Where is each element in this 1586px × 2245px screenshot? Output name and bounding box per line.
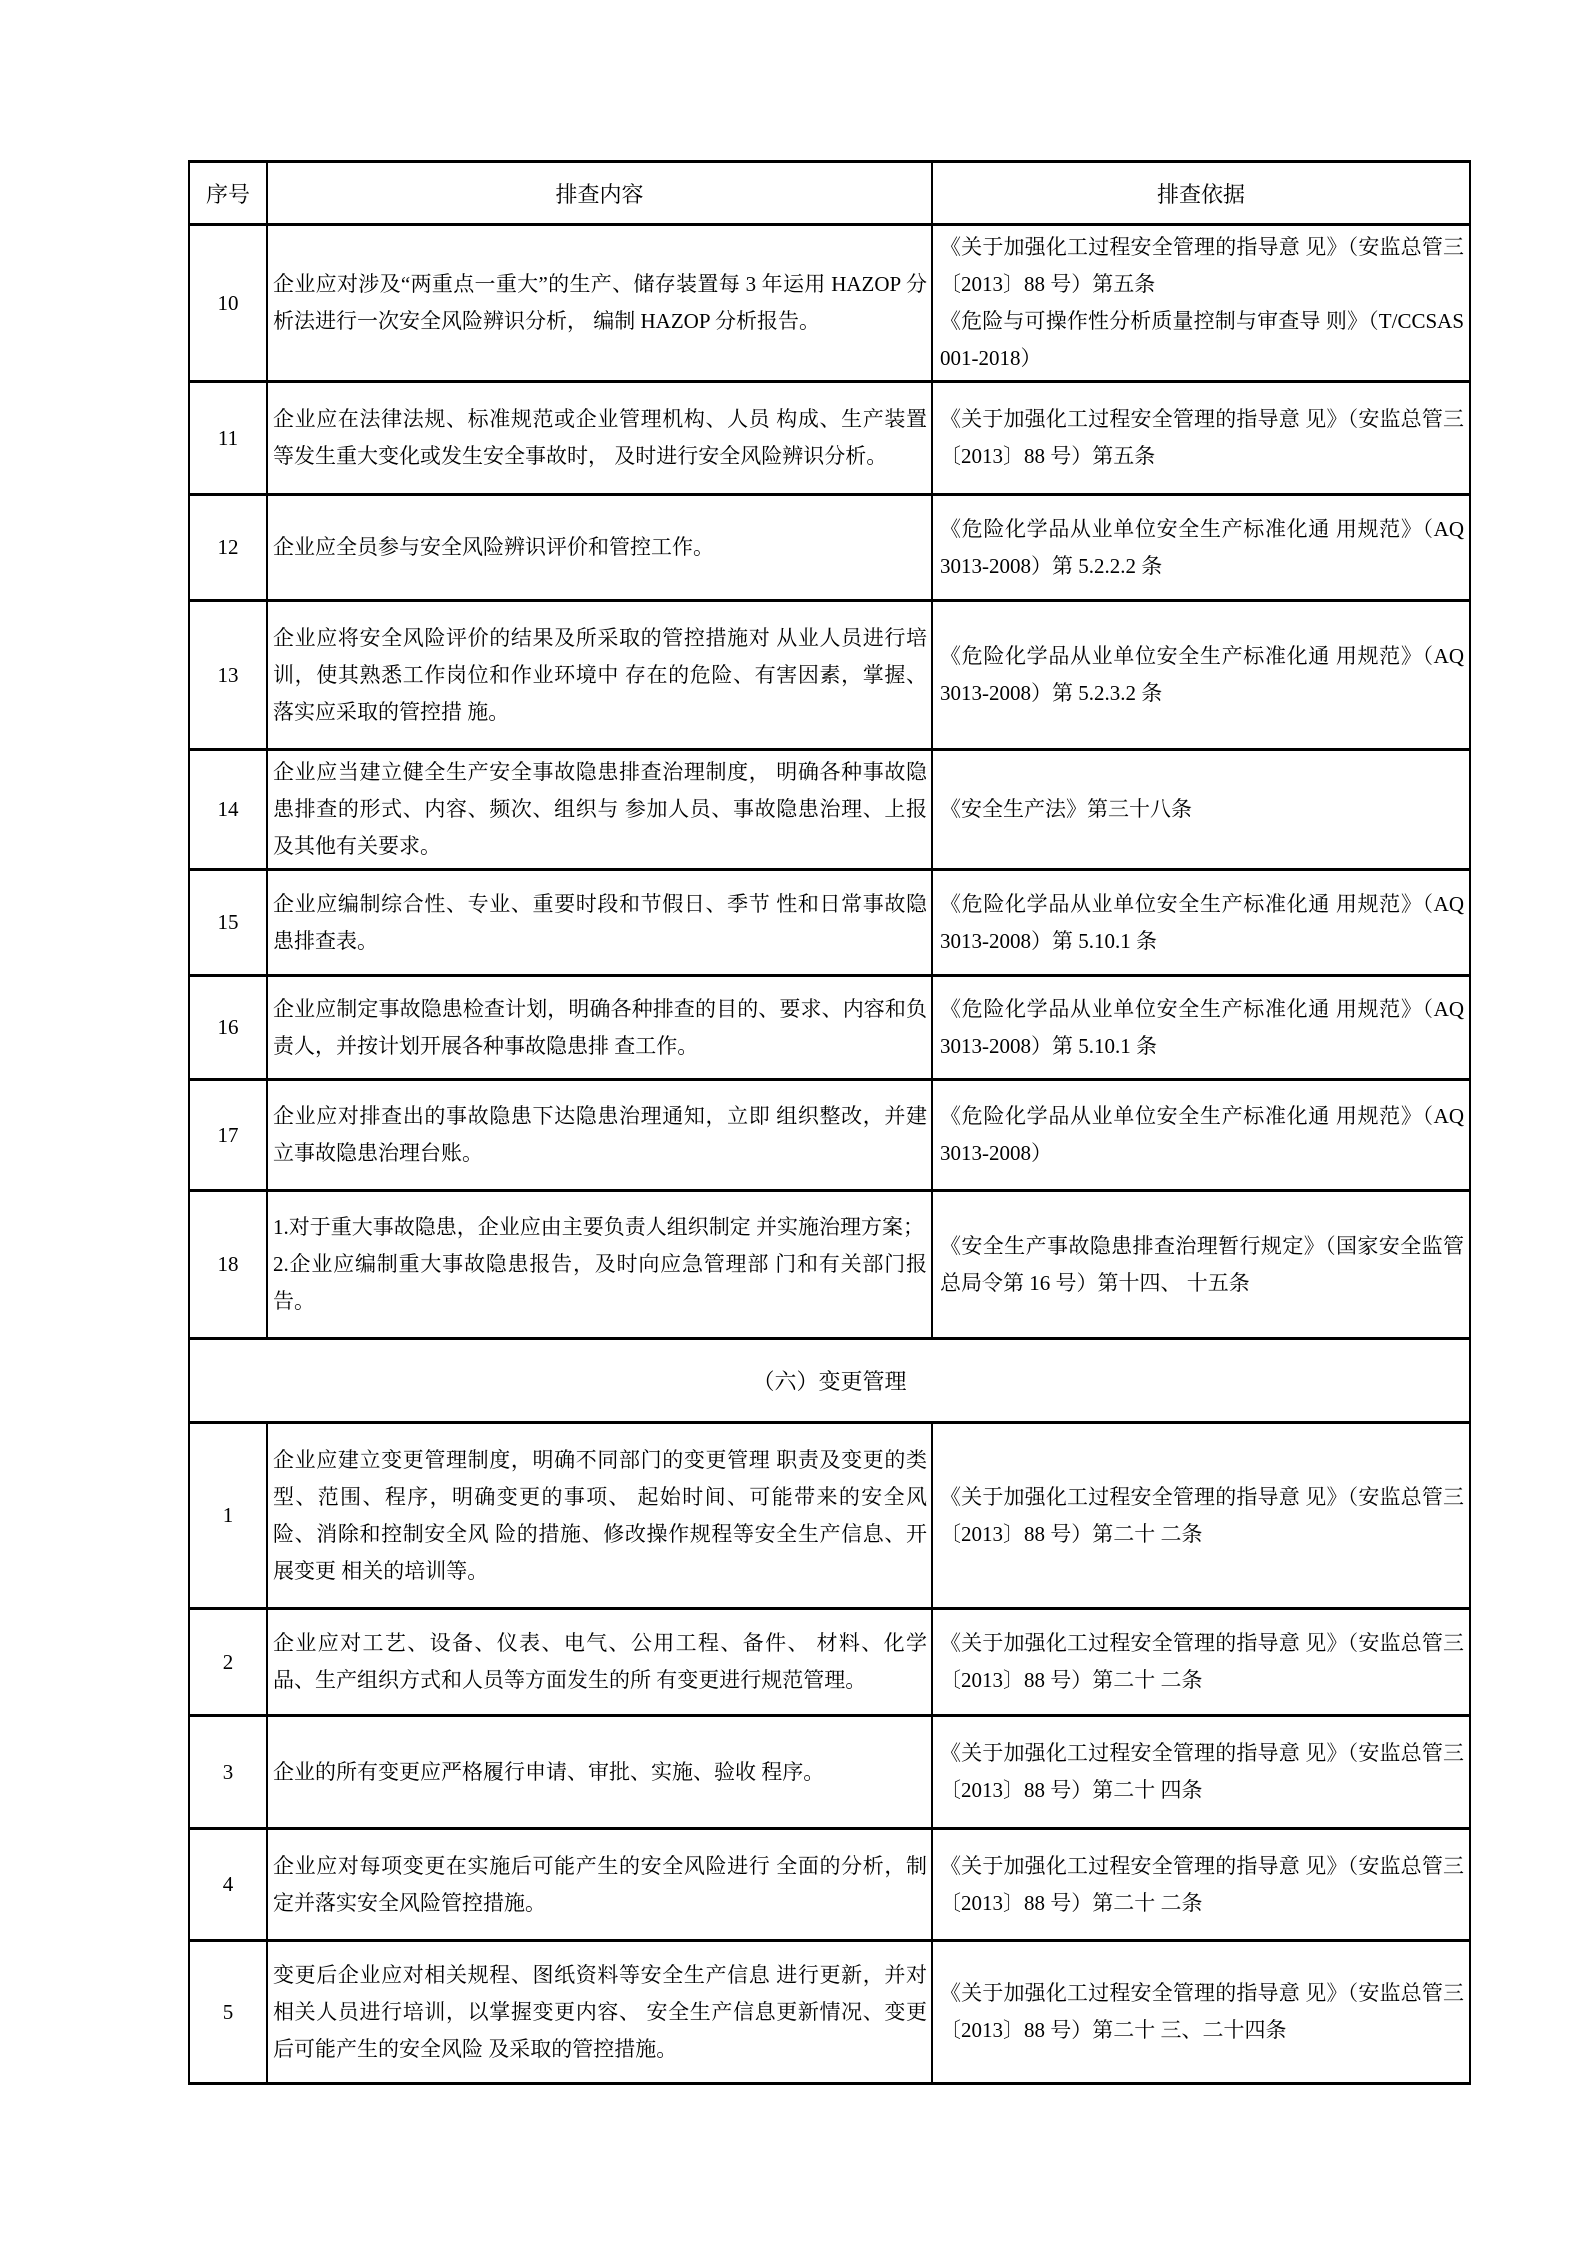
checklist-table (188, 160, 1471, 2085)
row-number: 15 (189, 870, 267, 976)
content-paragraph: 企业应对每项变更在实施后可能产生的安全风险进行 全面的分析，制定并落实安全风险管控措施。 (273, 1853, 927, 1915)
header-no: 序号 (189, 162, 267, 225)
row-basis (932, 1941, 1470, 2084)
row-basis (932, 225, 1470, 382)
basis-reference: 《关于加强化工过程安全管理的指导意 见》（安监总管三〔2013〕88 号）第二十 四条 (940, 1741, 1464, 1802)
content-paragraph: 变更后企业应对相关规程、图纸资料等安全生产信息 进行更新，并对相关人员进行培训，以掌握变更内容、 安全生产信息更新情况、变更后可能产生的安全风险 及采取的管控措施。 (273, 1962, 927, 2061)
row-content (267, 1609, 932, 1716)
table-row (189, 1191, 1470, 1339)
basis-reference: 《危险化学品从业单位安全生产标准化通 用规范》（AQ 3013-2008）第 5.10.1 条 (940, 891, 1464, 953)
table-row (189, 495, 1470, 601)
basis-reference: 《危险化学品从业单位安全生产标准化通 用规范》（AQ 3013-2008）第 5.2.3.2 条 (940, 644, 1464, 705)
table-row (189, 870, 1470, 976)
basis-reference: 《关于加强化工过程安全管理的指导意 见》（安监总管三〔2013〕88 号）第五条 (940, 235, 1464, 296)
row-content (267, 495, 932, 601)
row-basis (932, 1423, 1470, 1609)
row-content (267, 601, 932, 750)
basis-reference: 《关于加强化工过程安全管理的指导意 见》（安监总管三〔2013〕88 号）第二十 三、二十四条 (940, 1981, 1464, 2042)
basis-reference: 《危险化学品从业单位安全生产标准化通 用规范》（AQ 3013-2008）第 5.2.2.2 条 (940, 516, 1464, 578)
row-basis (932, 1716, 1470, 1829)
row-content (267, 1080, 932, 1191)
table-row (189, 976, 1470, 1080)
row-basis (932, 976, 1470, 1080)
row-basis (932, 495, 1470, 601)
basis-reference: 《安全生产事故隐患排查治理暂行规定》（国家安全监管总局令第 16 号）第十四、 十五条 (940, 1233, 1464, 1295)
row-basis (932, 1080, 1470, 1191)
content-paragraph: 企业应建立变更管理制度，明确不同部门的变更管理 职责及变更的类型、范围、程序，明确变更的事项、 起始时间、可能带来的安全风险、消除和控制安全风 险的措施、修改操作规程等安全生产信息、开展变更 相关的培训等。 (273, 1447, 927, 1583)
section-title: （六）变更管理 (189, 1339, 1470, 1423)
row-number: 17 (189, 1080, 267, 1191)
content-paragraph: 企业的所有变更应严格履行申请、审批、实施、验收 程序。 (273, 1759, 825, 1784)
row-content (267, 976, 932, 1080)
basis-reference: 《危险化学品从业单位安全生产标准化通 用规范》（AQ 3013-2008）第 5.10.1 条 (940, 996, 1464, 1058)
basis-reference: 《关于加强化工过程安全管理的指导意 见》（安监总管三〔2013〕88 号）第二十 二条 (940, 1853, 1464, 1915)
content-paragraph: 企业应当建立健全生产安全事故隐患排查治理制度， 明确各种事故隐患排查的形式、内容、频次、组织与 参加人员、事故隐患治理、上报及其他有关要求。 (273, 760, 927, 858)
row-basis (932, 382, 1470, 495)
checklist-table-body (189, 225, 1470, 2084)
basis-reference: 《关于加强化工过程安全管理的指导意 见》（安监总管三〔2013〕88 号）第二十 二条 (940, 1484, 1464, 1546)
table-row (189, 1423, 1470, 1609)
section-header-row (189, 1339, 1470, 1423)
row-number: 16 (189, 976, 267, 1080)
content-paragraph: 1.对于重大事故隐患，企业应由主要负责人组织制定 并实施治理方案； (273, 1215, 924, 1239)
table-row (189, 1080, 1470, 1191)
basis-reference: 《关于加强化工过程安全管理的指导意 见》（安监总管三〔2013〕88 号）第二十 二条 (940, 1631, 1464, 1692)
row-content (267, 1941, 932, 2084)
row-content (267, 870, 932, 976)
table-row (189, 750, 1470, 870)
basis-reference: 《危险化学品从业单位安全生产标准化通 用规范》（AQ 3013-2008） (940, 1104, 1464, 1165)
row-basis (932, 1829, 1470, 1941)
basis-reference: 《危险与可操作性分析质量控制与审查导 则》（T/CCSAS 001-2018） (940, 309, 1464, 370)
row-basis (932, 1609, 1470, 1716)
row-basis (932, 750, 1470, 870)
content-paragraph: 企业应将安全风险评价的结果及所采取的管控措施对 从业人员进行培训，使其熟悉工作岗位和作业环境中 存在的危险、有害因素，掌握、落实应采取的管控措 施。 (273, 625, 927, 724)
table-header-row (189, 162, 1470, 225)
row-content (267, 225, 932, 382)
basis-reference: 《关于加强化工过程安全管理的指导意 见》（安监总管三〔2013〕88 号）第五条 (940, 407, 1464, 468)
table-row (189, 1941, 1470, 2084)
content-paragraph: 企业应对涉及“两重点一重大”的生产、储存装置每 3 年运用 HAZOP 分析法进行一次安全风险辨识分析， 编制 HAZOP 分析报告。 (273, 272, 927, 333)
row-number: 5 (189, 1941, 267, 2084)
content-paragraph: 企业应制定事故隐患检查计划，明确各种排查的目的、要求、内容和负责人，并按计划开展各种事故隐患排 查工作。 (273, 996, 927, 1058)
row-number: 2 (189, 1609, 267, 1716)
content-paragraph: 企业应全员参与安全风险辨识评价和管控工作。 (273, 535, 714, 559)
table-row (189, 1716, 1470, 1829)
table-row (189, 601, 1470, 750)
content-paragraph: 企业应在法律法规、标准规范或企业管理机构、人员 构成、生产装置等发生重大变化或发生安全事故时， 及时进行安全风险辨识分析。 (273, 407, 927, 468)
content-paragraph: 企业应编制综合性、专业、重要时段和节假日、季节 性和日常事故隐患排查表。 (273, 891, 927, 953)
row-content (267, 750, 932, 870)
row-number: 18 (189, 1191, 267, 1339)
row-content (267, 1716, 932, 1829)
table-row (189, 1829, 1470, 1941)
row-content (267, 382, 932, 495)
table-row (189, 382, 1470, 495)
row-content (267, 1191, 932, 1339)
row-basis (932, 1191, 1470, 1339)
content-paragraph: 企业应对排查出的事故隐患下达隐患治理通知，立即 组织整改，并建立事故隐患治理台账。 (273, 1104, 927, 1165)
row-number: 10 (189, 225, 267, 382)
header-content: 排查内容 (267, 162, 932, 225)
row-content (267, 1829, 932, 1941)
row-number: 14 (189, 750, 267, 870)
row-number: 11 (189, 382, 267, 495)
row-basis (932, 601, 1470, 750)
content-paragraph: 企业应对工艺、设备、仪表、电气、公用工程、备件、 材料、化学品、生产组织方式和人员等方面发生的所 有变更进行规范管理。 (273, 1631, 927, 1692)
row-basis (932, 870, 1470, 976)
row-number: 3 (189, 1716, 267, 1829)
row-number: 1 (189, 1423, 267, 1609)
row-number: 12 (189, 495, 267, 601)
table-row (189, 1609, 1470, 1716)
basis-reference: 《安全生产法》第三十八条 (940, 797, 1192, 821)
content-paragraph: 2.企业应编制重大事故隐患报告，及时向应急管理部 门和有关部门报告。 (273, 1252, 927, 1313)
row-number: 4 (189, 1829, 267, 1941)
row-content (267, 1423, 932, 1609)
table-row (189, 225, 1470, 382)
header-basis: 排查依据 (932, 162, 1470, 225)
row-number: 13 (189, 601, 267, 750)
